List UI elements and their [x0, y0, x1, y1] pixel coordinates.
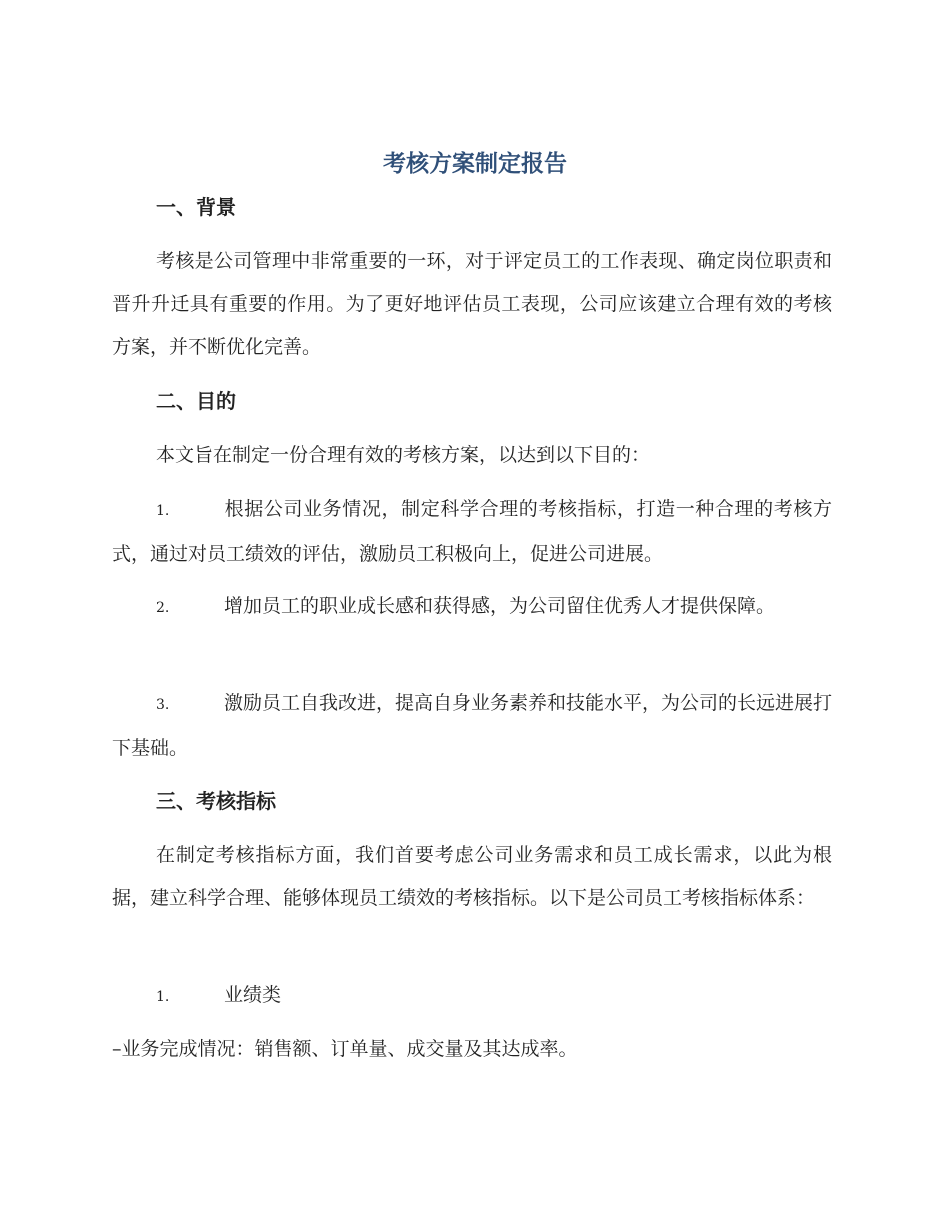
- background-paragraph: 考核是公司管理中非常重要的一环，对于评定员工的工作表现、确定岗位职责和晋升升迁具有重要的作用。为了更好地评估员工表现，公司应该建立合理有效的考核方案，并不断优化完善。: [112, 250, 832, 358]
- purpose-item-2-text: 增加员工的职业成长感和获得感，为公司留住优秀人才提供保障。: [224, 595, 776, 617]
- section-heading-background: 一、背景: [156, 195, 236, 219]
- purpose-item-2-number: 2.: [156, 600, 170, 616]
- purpose-item-3-number: 3.: [156, 697, 170, 713]
- indicators-intro: 在制定考核指标方面，我们首要考虑公司业务需求和员工成长需求，以此为根据，建立科学合理、能够体现员工绩效的考核指标。以下是公司员工考核指标体系：: [112, 844, 832, 909]
- indicators-item-1-number: 1.: [156, 989, 170, 1005]
- purpose-item-1-text: 根据公司业务情况，制定科学合理的考核指标，打造一种合理的考核方式，通过对员工绩效的评估，激励员工积极向上，促进公司进展。: [112, 498, 832, 565]
- indicators-item-1: [112, 974, 832, 1019]
- purpose-item-2: [112, 585, 832, 630]
- document-title: 考核方案制定报告: [383, 151, 567, 177]
- purpose-intro: 本文旨在制定一份合理有效的考核方案，以达到以下目的：: [156, 444, 651, 466]
- purpose-item-1: [112, 488, 832, 576]
- section-heading-purpose: 二、目的: [156, 389, 236, 413]
- indicators-detail: –业务完成情况：销售额、订单量、成交量及其达成率。: [112, 1038, 578, 1060]
- section-heading-indicators: 三、考核指标: [156, 789, 276, 813]
- purpose-item-3: [112, 682, 832, 770]
- purpose-item-3-text: 激励员工自我改进，提高自身业务素养和技能水平，为公司的长远进展打下基础。: [112, 692, 833, 759]
- indicators-item-1-text: 业绩类: [224, 984, 282, 1006]
- purpose-item-1-number: 1.: [156, 503, 170, 519]
